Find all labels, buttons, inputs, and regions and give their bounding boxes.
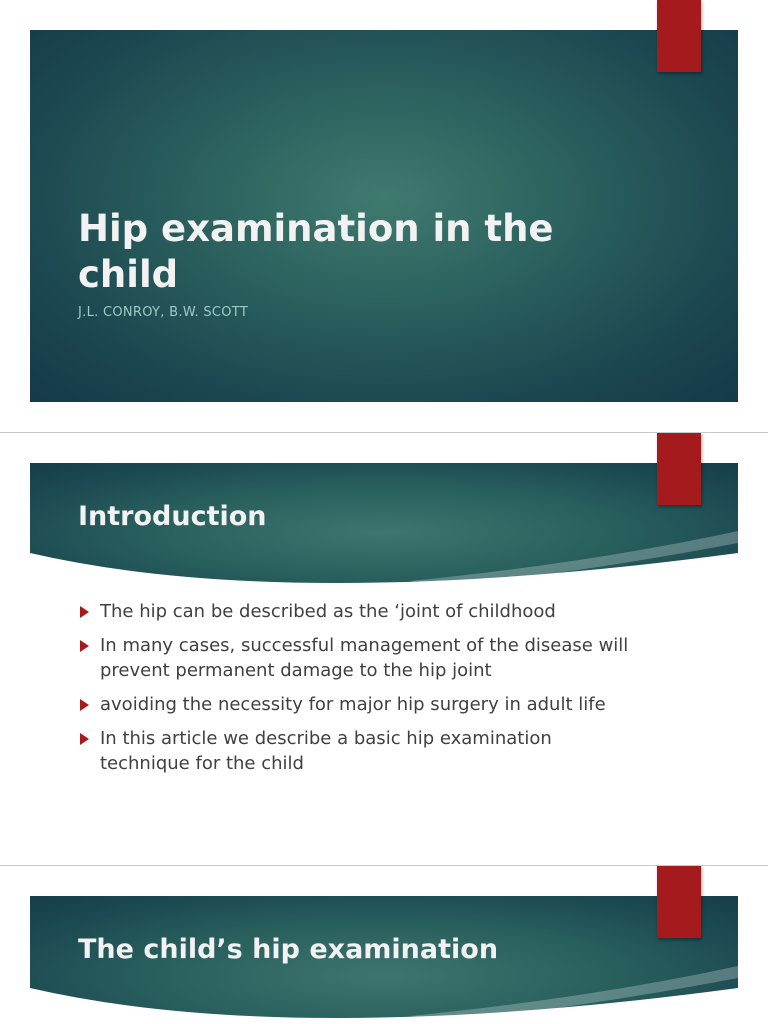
section-title: Introduction (78, 501, 267, 532)
triangle-right-icon (80, 640, 89, 652)
bullet-item (78, 692, 638, 717)
slide-introduction[interactable] (0, 433, 768, 865)
red-tab-decoration (657, 433, 701, 505)
bullet-item (78, 633, 638, 683)
bullet-item (78, 726, 638, 776)
triangle-right-icon (80, 606, 89, 618)
slide-title[interactable] (0, 0, 768, 432)
red-tab-decoration (657, 0, 701, 72)
section-title: The child’s hip examination (78, 934, 499, 965)
slide-hip-examination[interactable] (0, 866, 768, 1024)
triangle-right-icon (80, 733, 89, 745)
slide-subtitle-authors: J.L. CONROY, B.W. SCOTT (78, 305, 249, 320)
bullet-text: In many cases, successful management of the disease will prevent permanent damage to the hip joint (100, 635, 629, 681)
slide-title-text: Hip examination in the child (78, 207, 554, 296)
bullet-text: The hip can be described as the ‘joint of childhood (100, 601, 556, 622)
bullet-item (78, 599, 638, 624)
bullet-list (78, 599, 638, 785)
red-tab-decoration (657, 866, 701, 938)
bullet-text: avoiding the necessity for major hip surgery in adult life (100, 694, 606, 715)
bullet-text: In this article we describe a basic hip examination technique for the child (100, 728, 552, 774)
triangle-right-icon (80, 699, 89, 711)
